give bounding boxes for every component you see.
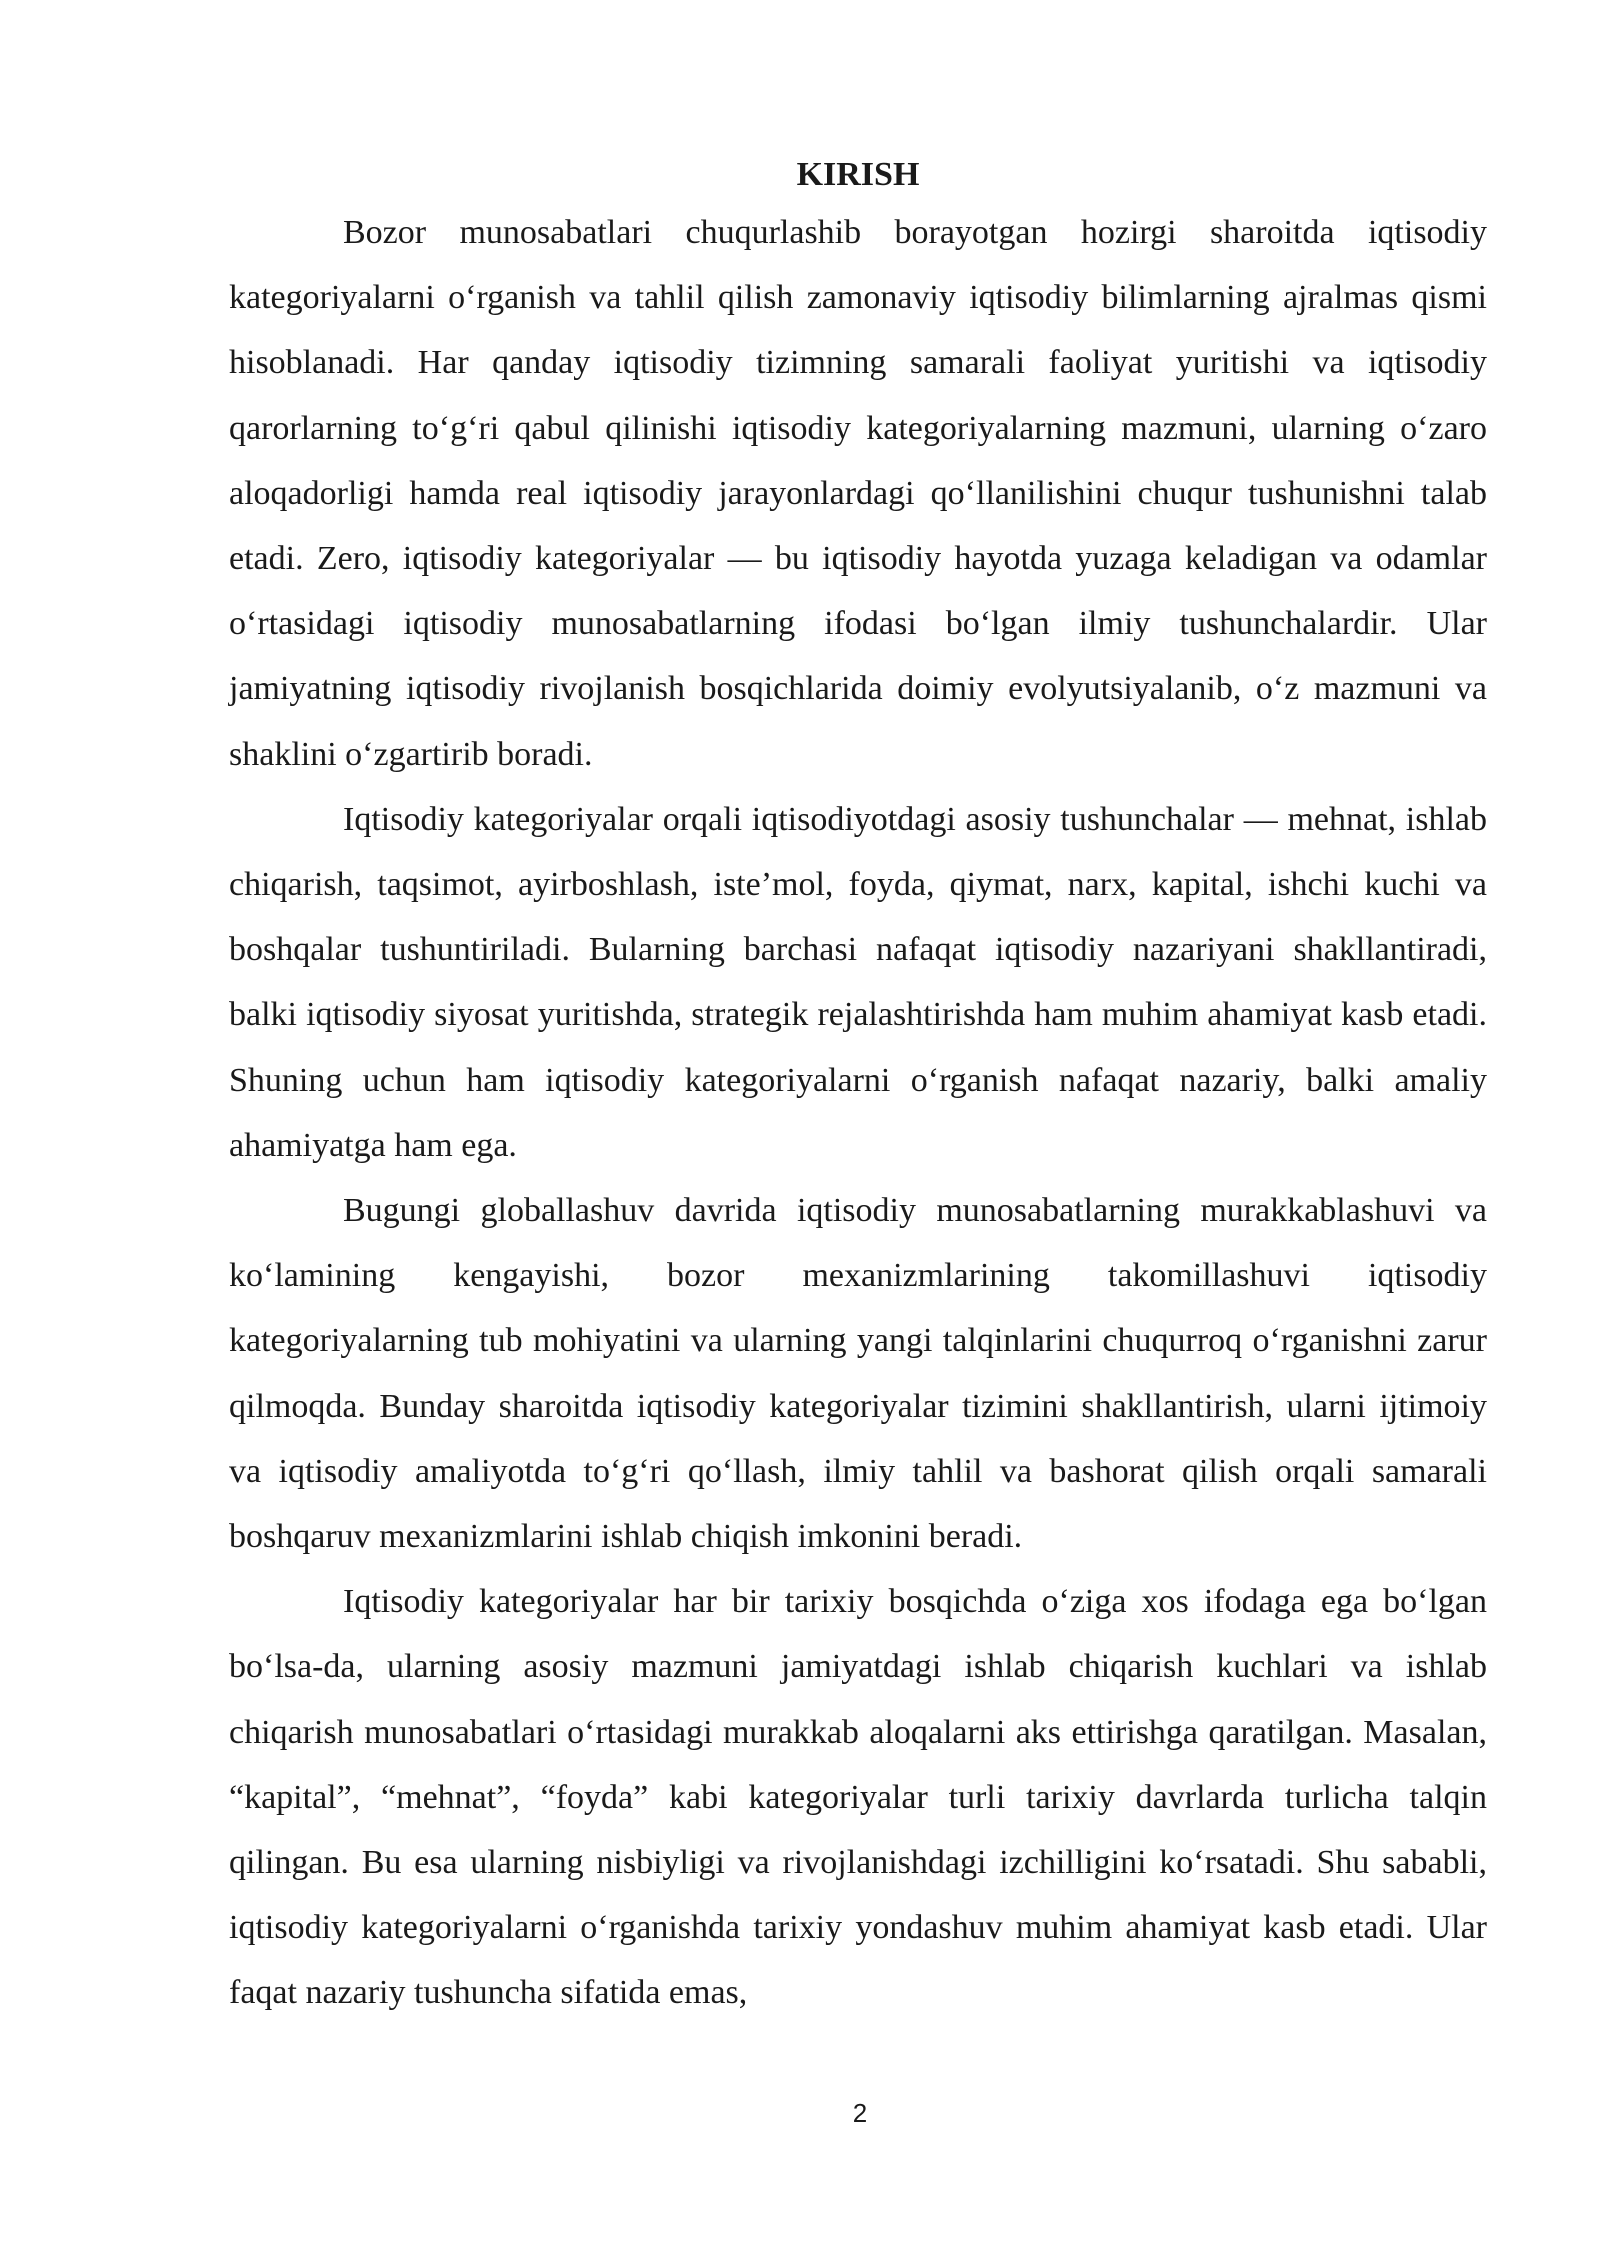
paragraph-2: Iqtisodiy kategoriyalar orqali iqtisodiyotdagi asosiy tushunchalar — mehnat, ishlab chiqarish, taqsimot, ayirboshlash, iste’mol, foyda, qiymat, narx, kapital, ishchi kuchi va boshqalar tushuntiriladi. Bularning barchasi nafaqat iqtisodiy nazariyani shakllantiradi, balki iqtisodiy siyosat yuritishda, strategik rejalashtirishda ham muhim ahamiyat kasb etadi. Shuning uchun ham iqtisodiy kategoriyalarni o‘rganish nafaqat nazariy, balki amaliy ahamiyatga ham ega. (229, 800, 1487, 1164)
paragraph-4: Iqtisodiy kategoriyalar har bir tarixiy bosqichda o‘ziga xos ifodaga ega bo‘lgan bo‘lsa-da, ularning asosiy mazmuni jamiyatdagi ishlab chiqarish kuchlari va ishlab chiqarish munosabatlari o‘rtasidagi murakkab aloqalarni aks ettirishga qaratilgan. Masalan, “kapital”, “mehnat”, “foyda” kabi kategoriyalar turli tarixiy davrlarda turlicha talqin qilingan. Bu esa ularning nisbiyligi va rivojlanishdagi izchilligini ko‘rsatadi. Shu sababli, iqtisodiy kategoriyalarni o‘rganishda tarixiy yondashuv muhim ahamiyat kasb etadi. Ular faqat nazariy tushuncha sifatida emas, (229, 1583, 1487, 2012)
paragraph-1: Bozor munosabatlari chuqurlashib borayotgan hozirgi sharoitda iqtisodiy kategoriyalarni o‘rganish va tahlil qilish zamonaviy iqtisodiy bilimlarning ajralmas qismi hisoblanadi. Har qanday iqtisodiy tizimning samarali faoliyat yuritishi va iqtisodiy qarorlarning to‘g‘ri qabul qilinishi iqtisodiy kategoriyalarning mazmuni, ularning o‘zaro aloqadorligi hamda real iqtisodiy jarayonlardagi qo‘llanilishini chuqur tushunishni talab etadi. Zero, iqtisodiy kategoriyalar — bu iqtisodiy hayotda yuzaga keladigan va odamlar o‘rtasidagi iqtisodiy munosabatlarning ifodasi bo‘lgan ilmiy tushunchalardir. Ular jamiyatning iqtisodiy rivojlanish bosqichlarida doimiy evolyutsiyalanib, o‘z mazmuni va shaklini o‘zgartirib boradi. (229, 214, 1487, 773)
page-number: 2 (852, 2098, 868, 2128)
page-body (229, 150, 1487, 2026)
page-title: KIRISH (796, 156, 920, 193)
paragraph-3: Bugungi globallashuv davrida iqtisodiy munosabatlarning murakkablashuvi va ko‘lamining kengayishi, bozor mexanizmlarining takomillashuvi iqtisodiy kategoriyalarning tub mohiyatini va ularning yangi talqinlarini chuqurroq o‘rganishni zarur qilmoqda. Bunday sharoitda iqtisodiy kategoriyalar tizimini shakllantirish, ularni ijtimoiy va iqtisodiy amaliyotda to‘g‘ri qo‘llash, ilmiy tahlil va bashorat qilish orqali samarali boshqaruv mexanizmlarini ishlab chiqish imkonini beradi. (229, 1192, 1487, 1556)
